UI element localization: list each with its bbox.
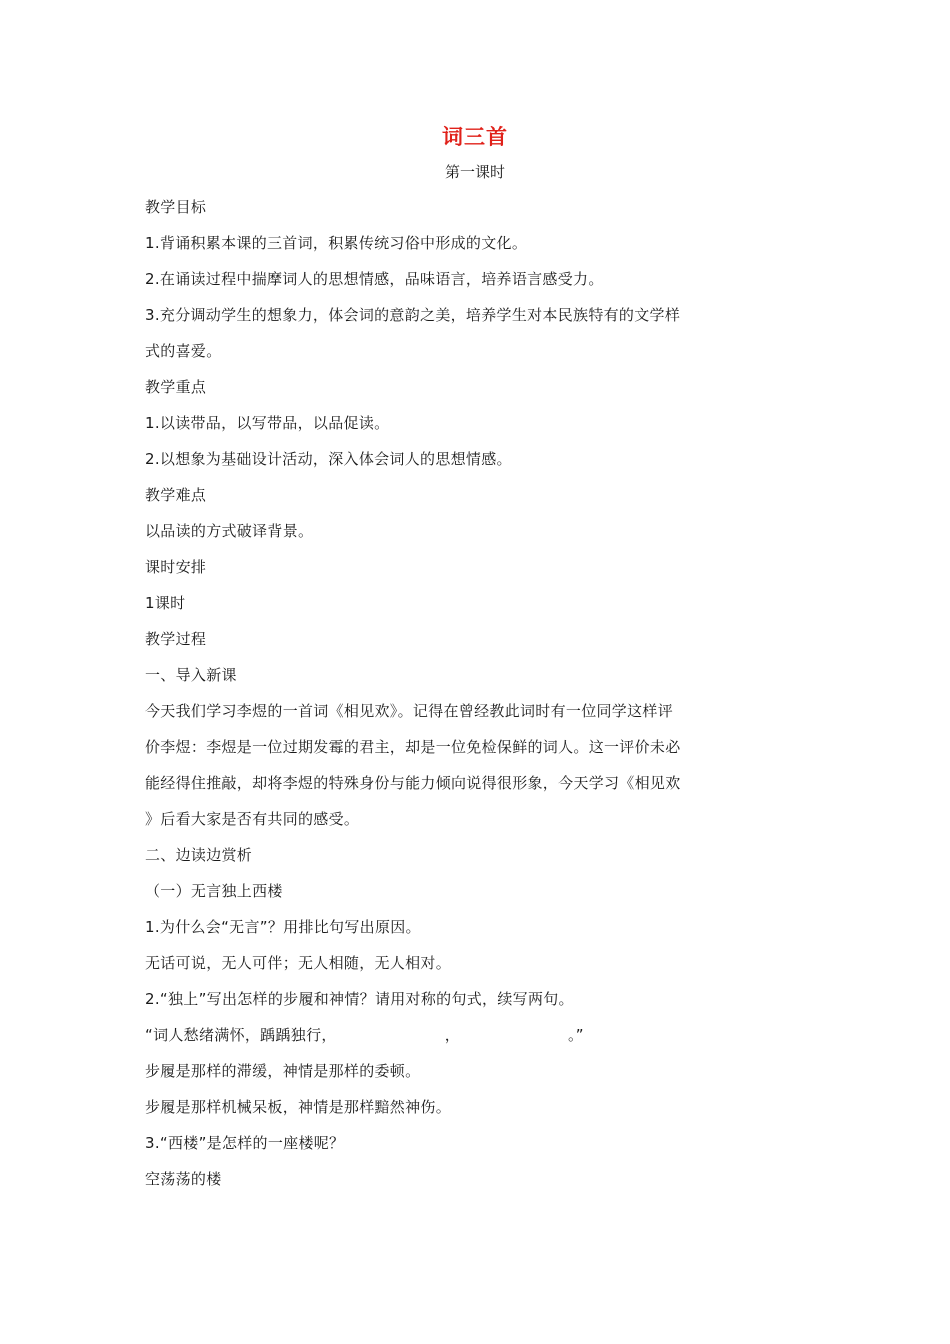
objective-3: 3.充分调动学生的想象力，体会词的意韵之美，培养学生对本民族特有的文学样: [145, 306, 681, 324]
section-heading-objectives: 教学目标: [145, 198, 207, 216]
intro-paragraph-line-4: 》后看大家是否有共同的感受。: [145, 810, 360, 828]
question-1: 1.为什么会“无言”？用排比句写出原因。: [145, 918, 421, 936]
section-heading-schedule: 课时安排: [145, 558, 207, 576]
question-3: 3.“西楼”是怎样的一座楼呢？: [145, 1134, 345, 1152]
schedule-text: 1课时: [145, 594, 186, 612]
section-heading-difficulty: 教学难点: [145, 486, 207, 504]
fill-in-line: [145, 1022, 745, 1058]
key-point-1: 1.以读带品，以写带品，以品促读。: [145, 414, 390, 432]
intro-paragraph-line-2: 价李煜：李煜是一位过期发霉的君主，却是一位免检保鲜的词人。这一评价未必: [145, 738, 681, 756]
intro-paragraph-line-3: 能经得住推敲，却将李煜的特殊身份与能力倾向说得很形象，今天学习《相见欢: [145, 774, 681, 792]
objective-2: 2.在诵读过程中揣摩词人的思想情感，品味语言，培养语言感受力。: [145, 270, 604, 288]
fill-in-part-3: 。”: [568, 1026, 584, 1044]
section-heading-key-points: 教学重点: [145, 378, 207, 396]
intro-paragraph-line-1: 今天我们学习李煜的一首词《相见欢》。记得在曾经教此词时有一位同学这样评: [145, 702, 674, 720]
lesson-subtitle: 第一课时: [444, 163, 505, 181]
fill-in-part-2: ，: [444, 1026, 460, 1044]
answer-2-line-1: 步履是那样的滞缓，神情是那样的委顿。: [145, 1062, 421, 1080]
subsection-heading-1: （一）无言独上西楼: [145, 882, 283, 900]
fill-in-part-1: “词人愁绪满怀，踽踽独行，: [145, 1026, 337, 1044]
objective-3-cont: 式的喜爱。: [145, 342, 222, 360]
step-heading-intro: 一、导入新课: [145, 666, 237, 684]
answer-3: 空荡荡的楼: [145, 1170, 222, 1188]
step-heading-reading: 二、边读边赏析: [145, 846, 253, 864]
section-heading-process: 教学过程: [145, 630, 207, 648]
difficulty-text: 以品读的方式破译背景。: [145, 522, 314, 540]
objective-1: 1.背诵积累本课的三首词，积累传统习俗中形成的文化。: [145, 234, 528, 252]
document-title: 词三首: [442, 125, 508, 149]
question-2: 2.“独上”写出怎样的步履和神情？请用对称的句式，续写两句。: [145, 990, 574, 1008]
document-body: [145, 194, 745, 1202]
answer-2-line-2: 步履是那样机械呆板，神情是那样黯然神伤。: [145, 1098, 452, 1116]
answer-1: 无话可说，无人可伴；无人相随，无人相对。: [145, 954, 452, 972]
key-point-2: 2.以想象为基础设计活动，深入体会词人的思想情感。: [145, 450, 512, 468]
